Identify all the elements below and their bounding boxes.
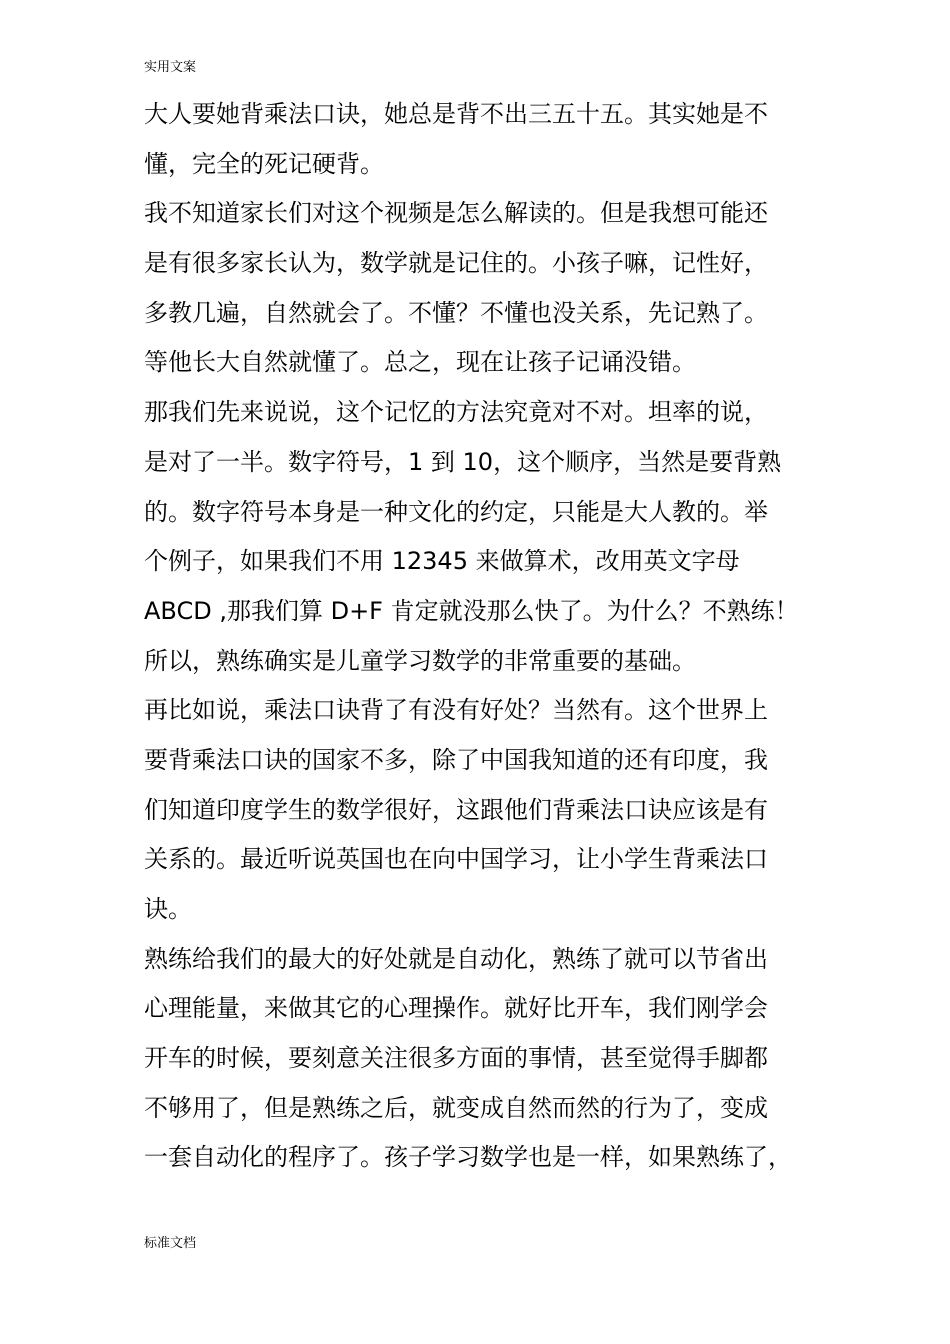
text-line: 要背乘法口诀的国家不多，除了中国我知道的还有印度，我 xyxy=(144,745,768,774)
text-line: 的。数字符号本身是一种文化的约定，只能是大人教的。举 xyxy=(144,497,768,526)
page-header: 实用文案 xyxy=(144,60,197,75)
document-body xyxy=(144,90,814,1183)
text-line: 是对了一半。数字符号，1 到 10，这个顺序，当然是要背熟 xyxy=(144,447,782,476)
page-footer: 标准文档 xyxy=(144,1236,197,1251)
text-line: 所以，熟练确实是儿童学习数学的非常重要的基础。 xyxy=(144,646,696,675)
text-line: 一套自动化的程序了。孩子学习数学也是一样，如果熟练了， xyxy=(144,1143,792,1172)
text-line: 多教几遍，自然就会了。不懂？不懂也没关系，先记熟了。 xyxy=(144,298,768,327)
text-line: 们知道印度学生的数学很好，这跟他们背乘法口诀应该是有 xyxy=(144,795,768,824)
text-line: 懂，完全的死记硬背。 xyxy=(144,149,384,178)
text-line: 那我们先来说说，这个记忆的方法究竟对不对。坦率的说， xyxy=(144,398,768,427)
text-line: 等他长大自然就懂了。总之，现在让孩子记诵没错。 xyxy=(144,348,696,377)
text-line: 不够用了，但是熟练之后，就变成自然而然的行为了，变成 xyxy=(144,1093,768,1122)
text-line: ABCD ,那我们算 D+F 肯定就没那么快了。为什么？不熟练！ xyxy=(144,596,799,625)
text-line: 我不知道家长们对这个视频是怎么解读的。但是我想可能还 xyxy=(144,199,768,228)
text-line: 个例子，如果我们不用 12345 来做算术，改用英文字母 xyxy=(144,547,740,576)
text-line: 心理能量，来做其它的心理操作。就好比开车，我们刚学会 xyxy=(144,994,768,1023)
text-line: 熟练给我们的最大的好处就是自动化，熟练了就可以节省出 xyxy=(144,944,768,973)
text-line: 再比如说，乘法口诀背了有没有好处？当然有。这个世界上 xyxy=(144,696,768,725)
text-line: 诀。 xyxy=(144,895,192,923)
text-line: 是有很多家长认为，数学就是记住的。小孩子嘛，记性好， xyxy=(144,249,768,278)
text-line: 开车的时候，要刻意关注很多方面的事情，甚至觉得手脚都 xyxy=(144,1044,768,1073)
text-line: 关系的。最近听说英国也在向中国学习，让小学生背乘法口 xyxy=(144,845,768,874)
text-line: 大人要她背乘法口诀，她总是背不出三五十五。其实她是不 xyxy=(144,100,768,128)
